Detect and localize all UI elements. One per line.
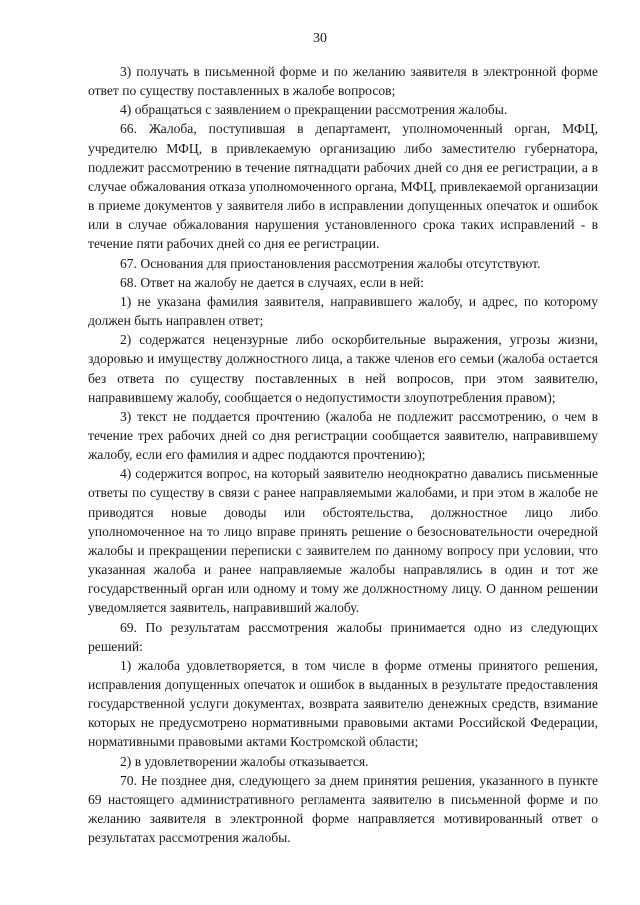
paragraph-66-review-term: 66. Жалоба, поступившая в департамент, уполномоченный орган, МФЦ, учредителю МФЦ, в привлекаемую организацию либо заместителю губернатора, подлежит рассмотрению в течение пятнадцати рабочих дней со дня ее регистрации, а в случае обжалования отказа уполномоченного органа, МФЦ, привлекаемой организации в приеме документов у заявителя либо в исправлении допущенных опечаток и ошибок или в случае обжалования нарушения установленного срока таких исправлений - в течение пяти рабочих дней со дня ее регистрации. [88, 121, 598, 252]
paragraph-68-item-1: 1) не указана фамилия заявителя, направившего жалобу, и адрес, по которому должен быть направлен ответ; [88, 293, 598, 329]
paragraph-3-right-receive-answer: 3) получать в письменной форме и по желанию заявителя в электронной форме ответ по существу поставленных в жалобе вопросов; [88, 64, 598, 99]
paragraph-68-item-4: 4) содержится вопрос, на который заявителю неоднократно давались письменные ответы по существу в связи с ранее направляемыми жалобами, и при этом в жалобе не приводятся новые доводы или обстоятельства, должностное лицо либо уполномоченное на то лицо вправе принять решение о безосновательности очередной жалобы и прекращении переписки с заявителем по данному вопросу при условии, что указанная жалоба и ранее направляемые жалобы направлялись в один и тот же государственный орган или одному и тому же должностному лицу. О данном решении уведомляется заявитель, направивший жалобу. [88, 466, 598, 616]
paragraph-70-motivated-answer: 70. Не позднее дня, следующего за днем принятия решения, указанного в пункте 69 настоящего административного регламента заявителю в письменной форме и по желанию заявителя в электронной форме направляется мотивированный ответ о результатах рассмотрения жалобы. [88, 772, 598, 846]
paragraph-69-decisions: 69. По результатам рассмотрения жалобы принимается одно из следующих решений: [88, 619, 598, 654]
paragraph-67-no-suspension: 67. Основания для приостановления рассмотрения жалобы отсутствуют. [120, 255, 541, 271]
document-body [88, 62, 598, 847]
paragraph-69-item-2: 2) в удовлетворении жалобы отказывается. [120, 753, 369, 769]
paragraph-4-right-withdraw: 4) обращаться с заявлением о прекращении рассмотрения жалобы. [120, 102, 508, 118]
paragraph-68-item-3: 3) текст не поддается прочтению (жалоба не подлежит рассмотрению, о чем в течение трех рабочих дней со дня регистрации сообщается заявителю, направившему жалобу, если его фамилия и адрес поддаются прочтению); [88, 408, 598, 463]
paragraph-68-item-2: 2) содержатся нецензурные либо оскорбительные выражения, угрозы жизни, здоровью и имуществу должностного лица, а также членов его семьи (жалоба остается без ответа по существу поставленных в ней вопросов, при этом заявителю, направившему жалобу, сообщается о недопустимости злоупотребления правом); [88, 332, 598, 405]
page-number: 30 [313, 31, 327, 46]
paragraph-69-item-1: 1) жалоба удовлетворяется, в том числе в форме отмены принятого решения, исправления допущенных опечаток и ошибок в выданных в результате предоставления государственной услуги документах, возврата заявителю денежных средств, взимание которых не предусмотрено нормативными правовыми актами Российской Федерации, нормативными правовыми актами Костромской области; [88, 657, 598, 750]
paragraph-68-no-answer-cases: 68. Ответ на жалобу не дается в случаях, если в ней: [120, 274, 424, 290]
